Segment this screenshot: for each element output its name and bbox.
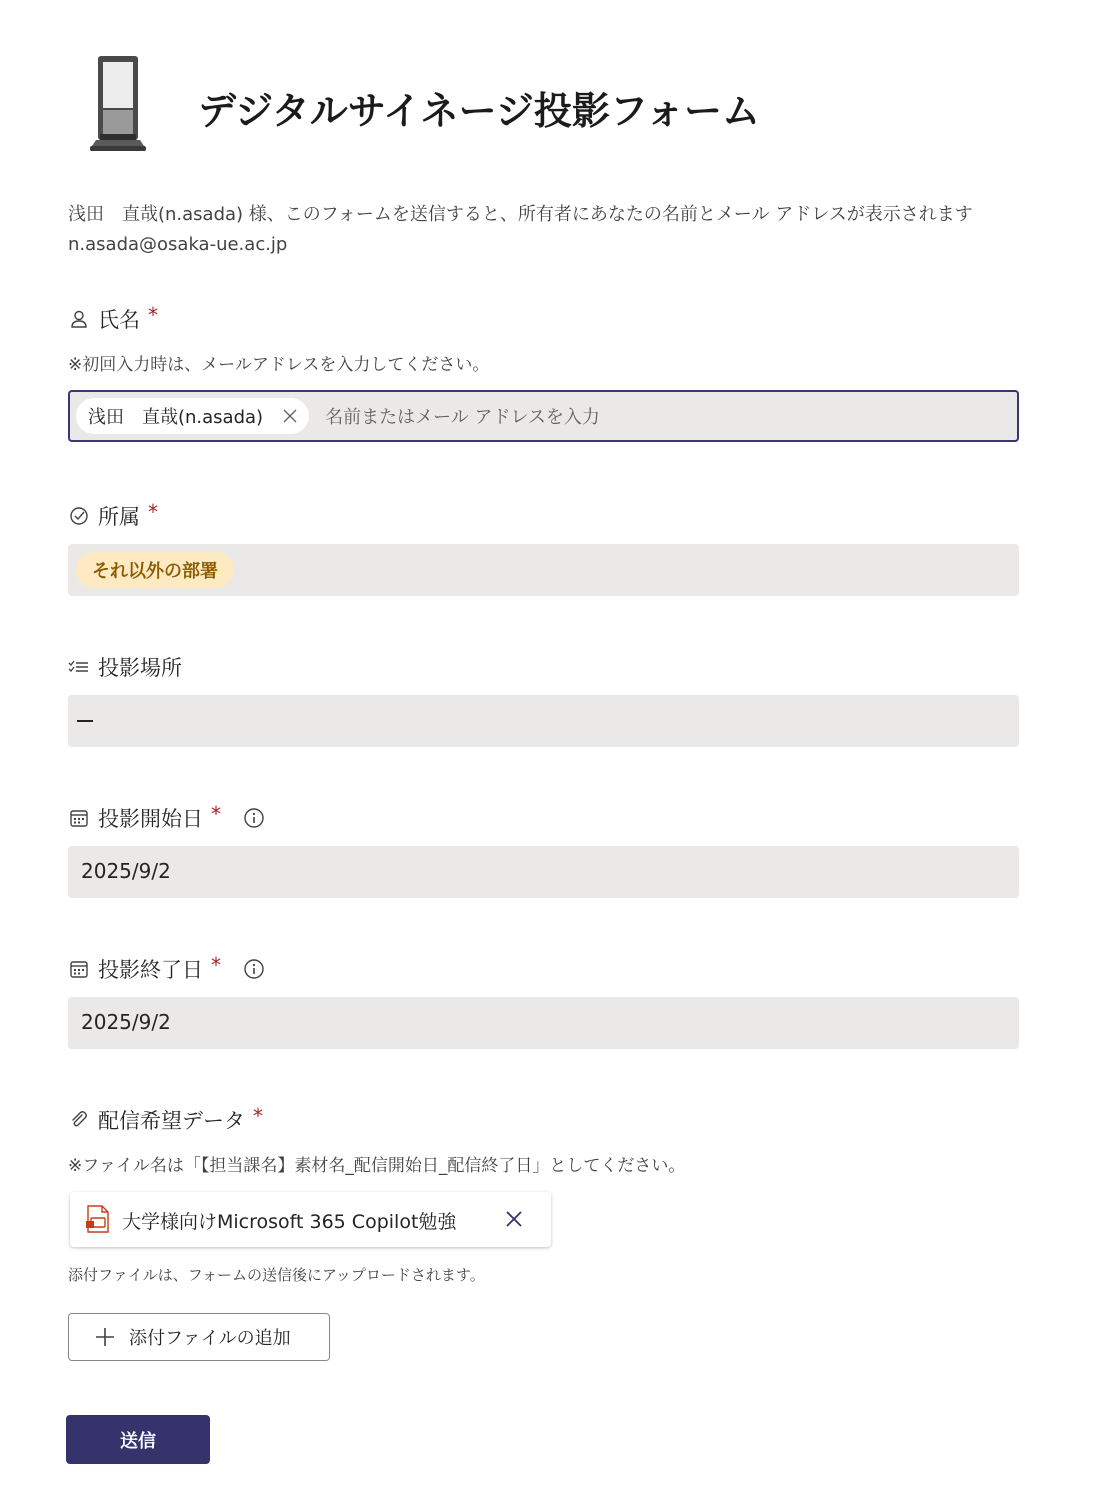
location-field[interactable] xyxy=(68,695,1019,747)
end-date-value: 2025/9/2 xyxy=(81,1010,171,1034)
info-icon[interactable] xyxy=(243,807,265,829)
selected-person-chip[interactable] xyxy=(76,398,309,434)
calendar-icon xyxy=(68,958,90,980)
add-attachment-button[interactable] xyxy=(68,1313,330,1361)
start-date-value: 2025/9/2 xyxy=(81,859,171,883)
question-start-date-text: 投影開始日 xyxy=(98,807,203,831)
question-data-hint: ※ファイル名は「【担当課名】素材名_配信開始日_配信終了日」としてください。 xyxy=(68,1156,686,1176)
question-end-date-label xyxy=(68,954,265,984)
upload-note: 添付ファイルは、フォームの送信後にアップロードされます。 xyxy=(68,1266,485,1284)
digital-signage-icon xyxy=(86,54,152,154)
attached-file-card[interactable] xyxy=(70,1192,551,1247)
close-icon[interactable] xyxy=(504,1209,524,1229)
submit-button[interactable]: 送信 xyxy=(66,1415,210,1464)
powerpoint-file-icon xyxy=(86,1205,110,1233)
required-mark: * xyxy=(211,802,221,826)
attached-file-name: 大学様向けMicrosoft 365 Copilot勉強 xyxy=(122,1211,457,1233)
form-header xyxy=(86,50,1046,160)
required-mark: * xyxy=(148,500,158,524)
question-location-label xyxy=(68,652,182,682)
plus-icon xyxy=(95,1327,115,1347)
close-icon[interactable] xyxy=(281,407,299,425)
affiliation-field[interactable] xyxy=(68,544,1019,596)
paperclip-icon xyxy=(68,1109,90,1131)
question-data-label xyxy=(68,1105,263,1135)
respondent-notice: 浅田 直哉(n.asada) 様、このフォームを送信すると、所有者にあなたの名前とメール アドレスが表示されます n.asada@osaka-ue.ac.jp xyxy=(68,204,973,255)
info-icon[interactable] xyxy=(243,958,265,980)
question-name-hint: ※初回入力時は、メールアドレスを入力してください。 xyxy=(68,355,490,375)
question-name-text: 氏名 xyxy=(98,308,140,332)
person-icon xyxy=(68,308,90,330)
calendar-icon xyxy=(68,807,90,829)
name-people-picker[interactable] xyxy=(68,390,1019,442)
question-affiliation-text: 所属 xyxy=(98,505,140,529)
selected-person-name: 浅田 直哉(n.asada) xyxy=(88,407,264,428)
required-mark: * xyxy=(253,1104,263,1128)
required-mark: * xyxy=(148,303,158,327)
empty-value-dash xyxy=(77,720,93,722)
form-title: デジタルサイネージ投影フォーム xyxy=(198,89,761,133)
start-date-field[interactable] xyxy=(68,846,1019,898)
question-start-date-label xyxy=(68,803,265,833)
question-affiliation-label xyxy=(68,501,158,531)
question-name-label xyxy=(68,304,158,334)
affiliation-selected-pill: それ以外の部署 xyxy=(76,552,234,588)
people-picker-placeholder[interactable]: 名前またはメール アドレスを入力 xyxy=(325,407,600,428)
question-end-date-text: 投影終了日 xyxy=(98,958,203,982)
checklist-icon xyxy=(68,656,90,678)
end-date-field[interactable] xyxy=(68,997,1019,1049)
question-data-text: 配信希望データ xyxy=(98,1109,245,1133)
required-mark: * xyxy=(211,953,221,977)
question-location-text: 投影場所 xyxy=(98,656,182,680)
check-circle-icon xyxy=(68,505,90,527)
add-attachment-label: 添付ファイルの追加 xyxy=(129,1328,291,1349)
